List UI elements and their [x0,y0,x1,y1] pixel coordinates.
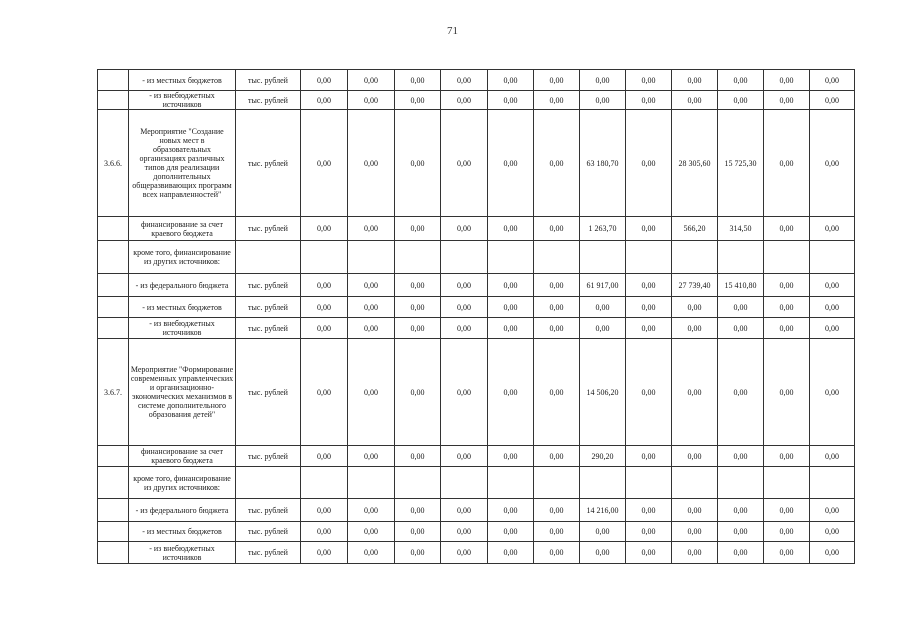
value-cell: 0,00 [534,499,580,522]
row-name: Мероприятие "Создание новых мест в образовательных организациях различных типов для реализации дополнительных общеразвивающих программ всех направленностей" [129,110,236,217]
value-cell [580,467,626,499]
value-cell: 0,00 [395,499,441,522]
table-row [98,522,855,542]
value-cell: 0,00 [348,297,395,318]
row-unit: тыс. рублей [236,70,301,91]
row-unit: тыс. рублей [236,91,301,110]
table-row [98,110,855,217]
value-cell: 61 917,00 [580,274,626,297]
page-number: 71 [447,25,458,37]
value-cell: 0,00 [441,297,488,318]
value-cell [395,241,441,274]
row-name: - из внебюджетных источников [129,542,236,564]
row-number [98,70,129,91]
value-cell: 0,00 [488,110,534,217]
value-cell: 0,00 [810,446,855,467]
table-row [98,499,855,522]
value-cell [301,241,348,274]
value-cell: 0,00 [672,70,718,91]
value-cell: 0,00 [810,318,855,339]
value-cell: 0,00 [810,110,855,217]
value-cell [626,467,672,499]
table-row [98,241,855,274]
value-cell: 0,00 [672,297,718,318]
value-cell: 0,00 [672,446,718,467]
row-number: 3.6.7. [98,339,129,446]
row-name: - из федерального бюджета [129,499,236,522]
value-cell: 0,00 [626,217,672,241]
value-cell: 0,00 [764,318,810,339]
value-cell: 0,00 [395,446,441,467]
table-row [98,217,855,241]
value-cell: 0,00 [810,522,855,542]
value-cell [488,241,534,274]
value-cell [348,241,395,274]
value-cell: 0,00 [441,217,488,241]
value-cell: 0,00 [718,339,764,446]
value-cell: 0,00 [348,70,395,91]
row-unit [236,467,301,499]
value-cell: 0,00 [626,274,672,297]
value-cell: 0,00 [534,297,580,318]
value-cell: 0,00 [764,217,810,241]
value-cell: 0,00 [395,70,441,91]
value-cell: 0,00 [580,318,626,339]
row-number [98,241,129,274]
value-cell: 0,00 [395,110,441,217]
value-cell [348,467,395,499]
value-cell: 0,00 [534,542,580,564]
row-unit: тыс. рублей [236,297,301,318]
row-unit: тыс. рублей [236,446,301,467]
value-cell: 0,00 [672,499,718,522]
value-cell: 0,00 [534,217,580,241]
value-cell [626,241,672,274]
value-cell: 0,00 [764,446,810,467]
value-cell: 0,00 [764,542,810,564]
value-cell: 0,00 [395,217,441,241]
value-cell: 0,00 [580,297,626,318]
value-cell [672,241,718,274]
value-cell: 0,00 [301,91,348,110]
row-unit [236,241,301,274]
value-cell: 28 305,60 [672,110,718,217]
value-cell [810,467,855,499]
row-number [98,499,129,522]
value-cell: 0,00 [301,542,348,564]
value-cell: 0,00 [441,318,488,339]
value-cell: 0,00 [626,70,672,91]
row-unit: тыс. рублей [236,318,301,339]
value-cell [672,467,718,499]
table-row [98,70,855,91]
value-cell: 0,00 [672,339,718,446]
value-cell: 0,00 [580,522,626,542]
value-cell: 0,00 [395,297,441,318]
value-cell: 0,00 [718,522,764,542]
value-cell: 0,00 [764,110,810,217]
value-cell: 0,00 [718,446,764,467]
value-cell: 0,00 [534,318,580,339]
row-name: - из местных бюджетов [129,70,236,91]
value-cell: 0,00 [764,70,810,91]
value-cell: 0,00 [348,522,395,542]
value-cell [534,467,580,499]
table-row [98,446,855,467]
row-number [98,446,129,467]
value-cell: 0,00 [488,499,534,522]
value-cell: 0,00 [764,274,810,297]
value-cell: 0,00 [488,542,534,564]
value-cell: 0,00 [764,91,810,110]
row-unit: тыс. рублей [236,217,301,241]
value-cell [395,467,441,499]
value-cell: 0,00 [488,274,534,297]
row-name: кроме того, финансирование из других источников: [129,467,236,499]
table-row [98,542,855,564]
value-cell: 0,00 [626,318,672,339]
row-unit: тыс. рублей [236,522,301,542]
value-cell: 0,00 [718,297,764,318]
value-cell: 0,00 [488,318,534,339]
row-number [98,467,129,499]
table-row [98,91,855,110]
value-cell: 0,00 [764,499,810,522]
row-name: кроме того, финансирование из других источников: [129,241,236,274]
row-unit: тыс. рублей [236,499,301,522]
value-cell: 0,00 [626,499,672,522]
value-cell: 314,50 [718,217,764,241]
value-cell: 0,00 [488,522,534,542]
value-cell [301,467,348,499]
value-cell: 0,00 [441,339,488,446]
value-cell [764,241,810,274]
value-cell: 0,00 [441,542,488,564]
row-number [98,217,129,241]
row-unit: тыс. рублей [236,339,301,446]
value-cell: 0,00 [301,70,348,91]
budget-table [97,69,855,564]
value-cell: 0,00 [718,499,764,522]
value-cell: 0,00 [718,318,764,339]
value-cell: 566,20 [672,217,718,241]
row-name: - из федерального бюджета [129,274,236,297]
value-cell: 0,00 [301,499,348,522]
value-cell: 0,00 [672,91,718,110]
value-cell: 0,00 [626,110,672,217]
value-cell: 0,00 [441,274,488,297]
row-unit: тыс. рублей [236,110,301,217]
value-cell: 0,00 [534,522,580,542]
value-cell: 0,00 [301,110,348,217]
value-cell: 0,00 [441,522,488,542]
value-cell: 0,00 [488,91,534,110]
value-cell: 0,00 [534,91,580,110]
value-cell: 0,00 [534,274,580,297]
row-number [98,91,129,110]
value-cell: 0,00 [580,70,626,91]
value-cell: 0,00 [441,110,488,217]
value-cell [441,467,488,499]
value-cell: 0,00 [626,91,672,110]
value-cell [810,241,855,274]
value-cell [534,241,580,274]
value-cell: 0,00 [718,91,764,110]
value-cell: 0,00 [810,499,855,522]
value-cell: 0,00 [810,70,855,91]
value-cell: 0,00 [395,339,441,446]
value-cell: 0,00 [348,274,395,297]
value-cell: 0,00 [718,70,764,91]
row-unit: тыс. рублей [236,274,301,297]
value-cell: 0,00 [348,339,395,446]
value-cell: 14 506,20 [580,339,626,446]
value-cell: 0,00 [764,339,810,446]
row-name: - из местных бюджетов [129,522,236,542]
row-name: финансирование за счет краевого бюджета [129,217,236,241]
value-cell: 0,00 [488,70,534,91]
value-cell: 63 180,70 [580,110,626,217]
table-body [98,70,855,564]
value-cell: 0,00 [395,91,441,110]
value-cell: 0,00 [348,499,395,522]
value-cell [718,241,764,274]
value-cell: 1 263,70 [580,217,626,241]
value-cell: 0,00 [441,446,488,467]
value-cell: 0,00 [348,217,395,241]
value-cell: 0,00 [764,297,810,318]
value-cell: 0,00 [348,446,395,467]
value-cell: 0,00 [626,542,672,564]
value-cell: 0,00 [488,217,534,241]
value-cell: 0,00 [810,91,855,110]
value-cell: 0,00 [441,499,488,522]
table-row [98,318,855,339]
row-number [98,274,129,297]
value-cell: 0,00 [301,217,348,241]
value-cell: 0,00 [395,522,441,542]
value-cell: 0,00 [672,318,718,339]
value-cell: 0,00 [488,297,534,318]
value-cell: 0,00 [810,217,855,241]
value-cell: 27 739,40 [672,274,718,297]
row-name: Мероприятие "Формирование современных управленческих и организационно-экономических механизмов в системе дополнительного образования детей" [129,339,236,446]
value-cell [488,467,534,499]
value-cell: 0,00 [488,446,534,467]
value-cell [764,467,810,499]
value-cell: 0,00 [810,297,855,318]
value-cell: 0,00 [301,318,348,339]
row-name: - из внебюджетных источников [129,91,236,110]
row-number [98,318,129,339]
value-cell: 0,00 [348,110,395,217]
value-cell: 290,20 [580,446,626,467]
value-cell: 0,00 [626,297,672,318]
value-cell: 0,00 [764,522,810,542]
table-row [98,339,855,446]
value-cell: 0,00 [534,446,580,467]
row-number [98,522,129,542]
row-name: - из внебюджетных источников [129,318,236,339]
table-row [98,467,855,499]
value-cell [441,241,488,274]
value-cell: 15 725,30 [718,110,764,217]
value-cell: 0,00 [534,339,580,446]
value-cell: 0,00 [348,542,395,564]
row-name: финансирование за счет краевого бюджета [129,446,236,467]
value-cell: 0,00 [810,542,855,564]
value-cell: 0,00 [348,91,395,110]
value-cell: 0,00 [301,522,348,542]
value-cell: 15 410,80 [718,274,764,297]
value-cell: 0,00 [441,70,488,91]
value-cell [718,467,764,499]
row-number [98,297,129,318]
value-cell: 0,00 [441,91,488,110]
value-cell: 0,00 [718,542,764,564]
value-cell: 0,00 [301,339,348,446]
value-cell: 0,00 [810,339,855,446]
table-row [98,297,855,318]
value-cell: 0,00 [395,318,441,339]
value-cell: 0,00 [626,339,672,446]
table-row [98,274,855,297]
row-number: 3.6.6. [98,110,129,217]
value-cell: 0,00 [395,274,441,297]
value-cell: 14 216,00 [580,499,626,522]
value-cell: 0,00 [534,110,580,217]
value-cell: 0,00 [580,542,626,564]
value-cell: 0,00 [301,297,348,318]
value-cell: 0,00 [810,274,855,297]
value-cell: 0,00 [672,542,718,564]
value-cell: 0,00 [301,274,348,297]
value-cell: 0,00 [301,446,348,467]
value-cell: 0,00 [534,70,580,91]
row-unit: тыс. рублей [236,542,301,564]
row-name: - из местных бюджетов [129,297,236,318]
row-number [98,542,129,564]
value-cell: 0,00 [488,339,534,446]
value-cell: 0,00 [672,522,718,542]
value-cell [580,241,626,274]
value-cell: 0,00 [580,91,626,110]
value-cell: 0,00 [626,522,672,542]
value-cell: 0,00 [395,542,441,564]
value-cell: 0,00 [348,318,395,339]
value-cell: 0,00 [626,446,672,467]
